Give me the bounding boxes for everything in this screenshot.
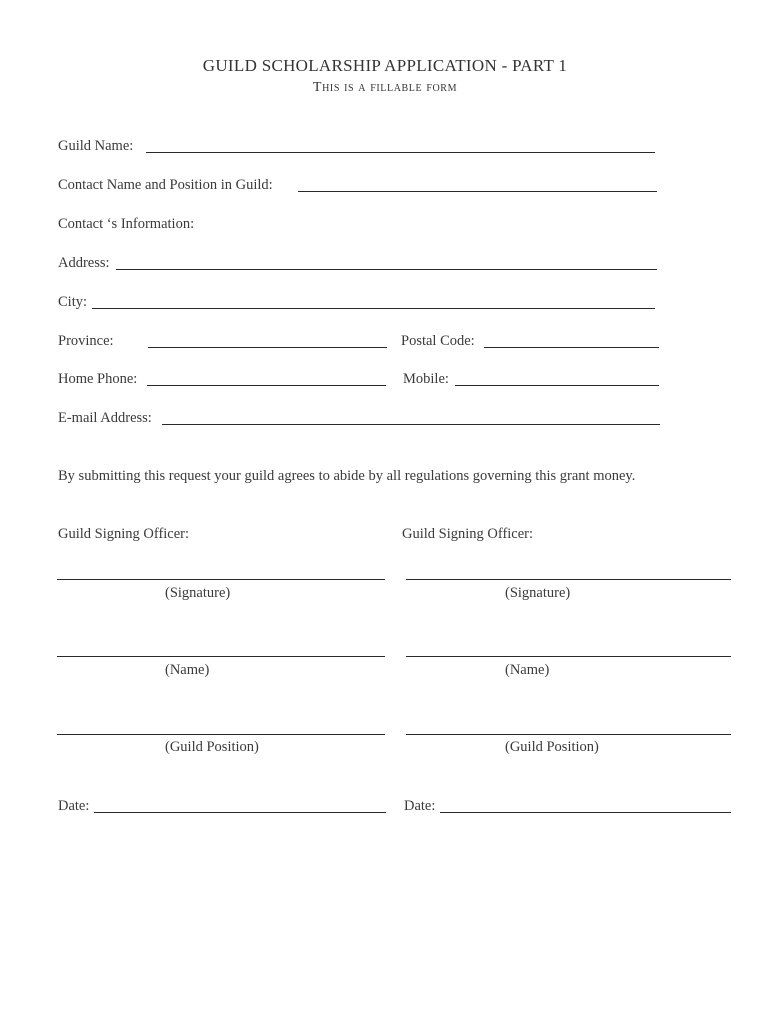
officer-1-date-field[interactable] (96, 796, 384, 814)
officer-1-signature-line[interactable] (57, 579, 385, 580)
officer-2-name-line[interactable] (406, 656, 731, 657)
city-field[interactable] (94, 292, 653, 310)
officer-1-position-caption: (Guild Position) (165, 739, 259, 755)
officer-1-date-label: Date: (58, 798, 90, 814)
officer-2-signature-caption: (Signature) (505, 585, 571, 601)
province-label: Province: (58, 333, 114, 349)
contact-name-position-label: Contact Name and Position in Guild: (58, 177, 273, 193)
mobile-field[interactable] (457, 369, 657, 387)
officer-2-date-field[interactable] (442, 796, 729, 814)
officer-2-name-caption: (Name) (505, 662, 550, 678)
home-phone-field[interactable] (149, 369, 384, 387)
form-title: GUILD SCHOLARSHIP APPLICATION - PART 1 (202, 56, 568, 75)
email-label: E-mail Address: (58, 410, 152, 426)
form-subtitle: This is a fillable form (312, 80, 458, 95)
officer-1-position-line[interactable] (57, 734, 385, 735)
agreement-text: By submitting this request your guild agrees to abide by all regulations governing this grant money. (58, 468, 636, 484)
province-field[interactable] (150, 331, 385, 349)
email-field[interactable] (164, 408, 658, 426)
guild-name-field[interactable] (148, 136, 653, 154)
officer-1-name-caption: (Name) (165, 662, 210, 678)
officer-2-position-line[interactable] (406, 734, 731, 735)
officer-1-signature-caption: (Signature) (165, 585, 231, 601)
officer-2-heading: Guild Signing Officer: (402, 526, 534, 542)
officer-2-position-caption: (Guild Position) (505, 739, 599, 755)
address-field[interactable] (118, 253, 655, 271)
home-phone-label: Home Phone: (58, 371, 138, 387)
postal-code-label: Postal Code: (401, 333, 475, 349)
contact-name-position-field[interactable] (300, 175, 655, 193)
officer-2-date-label: Date: (404, 798, 436, 814)
mobile-label: Mobile: (403, 371, 449, 387)
address-label: Address: (58, 255, 110, 271)
postal-code-field[interactable] (486, 331, 657, 349)
guild-name-label: Guild Name: (58, 138, 134, 154)
officer-2-signature-line[interactable] (406, 579, 731, 580)
officer-1-heading: Guild Signing Officer: (58, 526, 190, 542)
contact-info-heading: Contact ‘s Information: (58, 216, 195, 232)
city-label: City: (58, 294, 88, 310)
officer-1-name-line[interactable] (57, 656, 385, 657)
